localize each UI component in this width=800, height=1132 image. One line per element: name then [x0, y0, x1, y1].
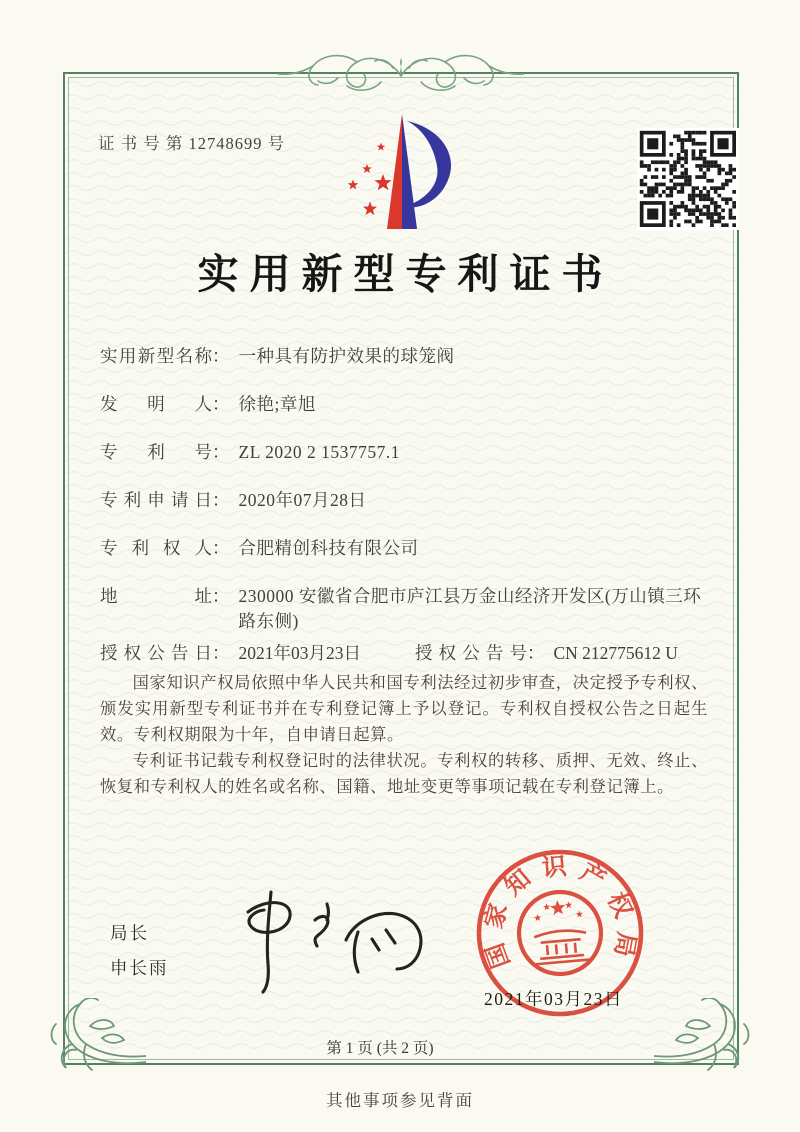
legal-text — [100, 670, 708, 800]
page-number: 第 1 页 (共 2 页) — [326, 1040, 434, 1057]
svg-text:家: 家 — [480, 900, 513, 932]
field-row-patent-number: 专利号 ： ZL 2020 2 1537757.1 — [100, 440, 706, 465]
field-value: 合肥精创科技有限公司 — [238, 538, 419, 558]
field-row-patentee: 专利权人 ： 合肥精创科技有限公司 — [100, 536, 706, 561]
grant-date-pair: 授权公告日 ： 2021年03月23日 — [100, 641, 361, 666]
field-value: 徐艳;章旭 — [238, 394, 316, 414]
field-row-filing-date: 专利申请日 ： 2020年07月28日 — [100, 488, 706, 513]
svg-text:知: 知 — [499, 864, 536, 902]
legal-paragraph: 专利证书记载专利权登记时的法律状况。专利权的转移、质押、无效、终止、恢复和专利权人的姓名或名称、国籍、地址变更等事项记载在专利登记簿上。 — [100, 751, 708, 796]
field-label: 专利号 — [100, 442, 212, 462]
field-label: 专利申请日 — [100, 490, 212, 510]
field-value: CN 212775612 U — [553, 643, 678, 663]
field-label: 授权公告号 — [415, 643, 527, 663]
legal-paragraph: 国家知识产权局依照中华人民共和国专利法经过初步审查，决定授予专利权、颁发实用新型专利证书并在专利登记簿上予以登记。专利权自授权公告之日起生效。专利权期限为十年，自申请日起算。 — [100, 673, 708, 744]
certificate-number: 证 书 号 第 12748699 号 — [98, 134, 286, 153]
field-value: ZL 2020 2 1537757.1 — [238, 442, 400, 462]
seal-date: 2021年03月23日 — [484, 989, 623, 1009]
svg-text:局: 局 — [609, 929, 640, 959]
svg-text:产: 产 — [575, 858, 611, 895]
field-value: 230000 安徽省合肥市庐江县万金山经济开发区(万山镇三环路东侧) — [238, 586, 702, 631]
qr-code — [637, 128, 739, 230]
svg-text:权: 权 — [601, 888, 637, 923]
field-label: 地址 — [100, 586, 212, 606]
field-label: 实用新型名称 — [100, 346, 212, 366]
field-row-grant — [100, 641, 706, 666]
officer-title: 局长 — [110, 923, 149, 943]
field-label: 专利权人 — [100, 538, 212, 558]
field-value: 2020年07月28日 — [238, 490, 367, 510]
national-emblem — [516, 889, 605, 978]
field-row-inventor: 发明人 ： 徐艳;章旭 — [100, 392, 706, 417]
field-label: 授权公告日 — [100, 643, 212, 663]
back-side-note: 其他事项参见背面 — [326, 1091, 474, 1110]
svg-text:识: 识 — [540, 853, 568, 883]
field-value: 2021年03月23日 — [238, 643, 361, 663]
field-list — [100, 344, 706, 689]
cnipa-logo-icon — [341, 111, 463, 235]
field-row-address: 地址 ： 230000 安徽省合肥市庐江县万金山经济开发区(万山镇三环路东侧) — [100, 584, 706, 633]
field-value: 一种具有防护效果的球笼阀 — [238, 346, 455, 366]
officer-block — [110, 922, 169, 979]
grant-number-pair: 授权公告号 ： CN 212775612 U — [415, 641, 678, 666]
field-label: 发明人 — [100, 394, 212, 414]
top-floral-ornament — [278, 48, 524, 98]
handwritten-signature-icon — [218, 880, 440, 998]
certificate-title: 实用新型专利证书 — [197, 251, 614, 297]
svg-text:国: 国 — [481, 939, 516, 972]
field-row-name: 实用新型名称 ： 一种具有防护效果的球笼阀 — [100, 344, 706, 369]
officer-name: 申长雨 — [110, 958, 169, 978]
